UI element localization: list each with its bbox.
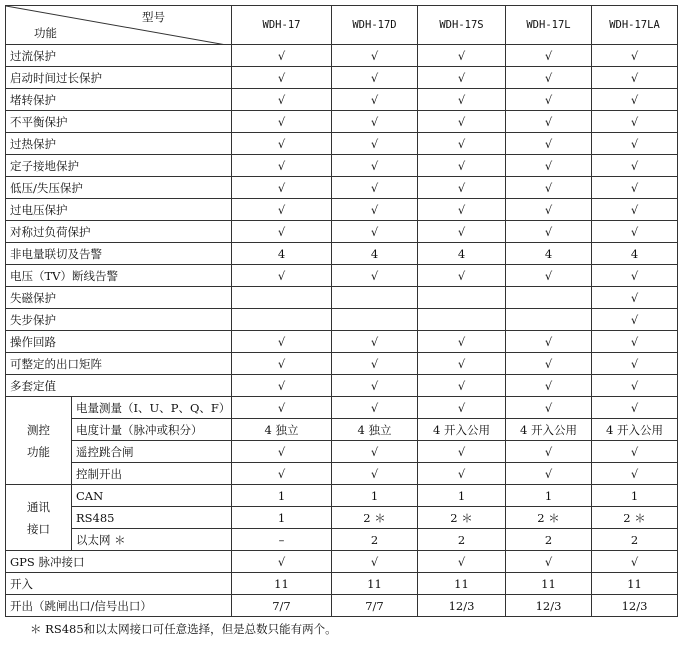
header-function-label: 功能 <box>34 26 57 40</box>
value-cell: 2 ＊ <box>506 507 592 529</box>
feature-row <box>6 353 678 375</box>
value-cell: 11 <box>506 573 592 595</box>
value-cell: √ <box>232 463 332 485</box>
header-model-label: 型号 <box>142 10 165 24</box>
value-cell: 12/3 <box>506 595 592 617</box>
group-feature-row <box>6 419 678 441</box>
group-label-line: 通讯 <box>27 499 50 514</box>
model-header: WDH-17S <box>418 6 506 45</box>
feature-row <box>6 375 678 397</box>
value-cell: 4 <box>418 243 506 265</box>
header-row <box>6 6 678 45</box>
value-cell: √ <box>592 199 678 221</box>
value-cell: √ <box>506 265 592 287</box>
value-cell: √ <box>232 155 332 177</box>
value-cell: 2 <box>592 529 678 551</box>
value-cell: √ <box>232 397 332 419</box>
feature-label: 定子接地保护 <box>6 155 232 177</box>
value-cell: 11 <box>592 573 678 595</box>
value-cell: √ <box>506 375 592 397</box>
value-cell: √ <box>592 463 678 485</box>
value-cell: √ <box>418 463 506 485</box>
value-cell: √ <box>506 397 592 419</box>
value-cell: 7/7 <box>332 595 418 617</box>
value-cell: √ <box>592 177 678 199</box>
value-cell: 11 <box>232 573 332 595</box>
sub-feature-label: 控制开出 <box>72 463 232 485</box>
value-cell: 2 <box>418 529 506 551</box>
feature-label: 电压（TV）断线告警 <box>6 265 232 287</box>
sub-feature-label: 遥控跳合闸 <box>72 441 232 463</box>
value-cell: √ <box>418 441 506 463</box>
feature-row <box>6 287 678 309</box>
value-cell <box>332 309 418 331</box>
feature-label: 过流保护 <box>6 45 232 67</box>
value-cell: √ <box>592 265 678 287</box>
value-cell: √ <box>506 177 592 199</box>
feature-row <box>6 221 678 243</box>
value-cell: 4 独立 <box>232 419 332 441</box>
value-cell: √ <box>506 67 592 89</box>
feature-label: 低压/失压保护 <box>6 177 232 199</box>
value-cell: √ <box>506 551 592 573</box>
value-cell: 7/7 <box>232 595 332 617</box>
value-cell: √ <box>418 133 506 155</box>
value-cell: √ <box>232 353 332 375</box>
value-cell: 2 ＊ <box>592 507 678 529</box>
value-cell: 12/3 <box>418 595 506 617</box>
feature-label: 过电压保护 <box>6 199 232 221</box>
sub-feature-label: 电度计量（脉冲或积分） <box>72 419 232 441</box>
value-cell: √ <box>418 551 506 573</box>
feature-row <box>6 331 678 353</box>
value-cell: √ <box>506 221 592 243</box>
value-cell: √ <box>332 177 418 199</box>
value-cell: √ <box>332 133 418 155</box>
value-cell: √ <box>592 221 678 243</box>
value-cell: √ <box>592 287 678 309</box>
sub-feature-label: 以太网 ＊ <box>72 529 232 551</box>
value-cell: √ <box>506 353 592 375</box>
value-cell: √ <box>592 111 678 133</box>
value-cell: √ <box>506 45 592 67</box>
value-cell: √ <box>418 89 506 111</box>
value-cell: √ <box>418 397 506 419</box>
value-cell: √ <box>332 199 418 221</box>
value-cell: √ <box>418 353 506 375</box>
value-cell: – <box>232 529 332 551</box>
value-cell: 1 <box>592 485 678 507</box>
feature-row <box>6 45 678 67</box>
value-cell: 2 <box>332 529 418 551</box>
value-cell: 11 <box>332 573 418 595</box>
value-cell: 1 <box>232 485 332 507</box>
feature-row <box>6 89 678 111</box>
value-cell: √ <box>506 199 592 221</box>
value-cell: 4 开入公用 <box>506 419 592 441</box>
value-cell: √ <box>592 155 678 177</box>
value-cell: √ <box>332 353 418 375</box>
value-cell: √ <box>592 67 678 89</box>
value-cell: √ <box>332 45 418 67</box>
value-cell: √ <box>332 221 418 243</box>
value-cell: √ <box>332 463 418 485</box>
value-cell <box>506 287 592 309</box>
feature-label: GPS 脉冲接口 <box>6 551 232 573</box>
value-cell: √ <box>418 177 506 199</box>
model-header: WDH-17D <box>332 6 418 45</box>
value-cell: √ <box>332 331 418 353</box>
model-header: WDH-17L <box>506 6 592 45</box>
value-cell: √ <box>592 45 678 67</box>
value-cell <box>232 309 332 331</box>
value-cell: √ <box>418 155 506 177</box>
value-cell: 4 独立 <box>332 419 418 441</box>
value-cell: 4 开入公用 <box>418 419 506 441</box>
feature-row <box>6 111 678 133</box>
feature-row <box>6 309 678 331</box>
spec-table <box>5 5 678 617</box>
model-header: WDH-17 <box>232 6 332 45</box>
feature-label: 非电量联切及告警 <box>6 243 232 265</box>
group-label <box>6 485 72 551</box>
footnote: ＊ RS485和以太网接口可任意选择，但是总数只能有两个。 <box>30 622 337 636</box>
feature-label: 不平衡保护 <box>6 111 232 133</box>
value-cell: 1 <box>232 507 332 529</box>
header-corner-cell <box>6 6 232 45</box>
feature-row <box>6 265 678 287</box>
feature-row <box>6 551 678 573</box>
value-cell: √ <box>232 221 332 243</box>
value-cell: 4 <box>232 243 332 265</box>
feature-label: 操作回路 <box>6 331 232 353</box>
value-cell: √ <box>232 45 332 67</box>
value-cell: √ <box>332 67 418 89</box>
group-feature-row <box>6 507 678 529</box>
value-cell: √ <box>332 155 418 177</box>
value-cell: √ <box>506 89 592 111</box>
value-cell: 11 <box>418 573 506 595</box>
value-cell: √ <box>232 133 332 155</box>
value-cell: √ <box>592 133 678 155</box>
value-cell <box>418 309 506 331</box>
group-feature-row <box>6 529 678 551</box>
value-cell: √ <box>232 177 332 199</box>
value-cell: 12/3 <box>592 595 678 617</box>
value-cell: 2 ＊ <box>332 507 418 529</box>
value-cell: √ <box>506 331 592 353</box>
group-label <box>6 397 72 485</box>
value-cell: 1 <box>506 485 592 507</box>
value-cell: √ <box>232 375 332 397</box>
value-cell: 2 <box>506 529 592 551</box>
value-cell: √ <box>592 441 678 463</box>
value-cell: √ <box>232 111 332 133</box>
value-cell: √ <box>332 111 418 133</box>
group-label-line: 功能 <box>27 444 50 459</box>
feature-label: 启动时间过长保护 <box>6 67 232 89</box>
feature-row <box>6 595 678 617</box>
value-cell: √ <box>418 45 506 67</box>
sub-feature-label: 电量测量（I、U、P、Q、F） <box>72 397 232 419</box>
value-cell: 4 <box>506 243 592 265</box>
value-cell: √ <box>418 67 506 89</box>
value-cell: √ <box>332 397 418 419</box>
value-cell: √ <box>592 331 678 353</box>
group-feature-row <box>6 397 678 419</box>
feature-label: 开出（跳闸出口/信号出口） <box>6 595 232 617</box>
value-cell: √ <box>592 89 678 111</box>
value-cell: √ <box>592 397 678 419</box>
value-cell: √ <box>232 551 332 573</box>
value-cell: √ <box>418 111 506 133</box>
value-cell: √ <box>592 375 678 397</box>
value-cell: √ <box>232 67 332 89</box>
feature-label: 可整定的出口矩阵 <box>6 353 232 375</box>
group-label-line: 接口 <box>27 521 50 536</box>
group-label-line: 测控 <box>27 422 50 437</box>
sub-feature-label: RS485 <box>72 507 232 529</box>
feature-row <box>6 67 678 89</box>
value-cell: √ <box>332 441 418 463</box>
value-cell: √ <box>506 441 592 463</box>
feature-row <box>6 177 678 199</box>
sub-feature-label: CAN <box>72 485 232 507</box>
feature-label: 对称过负荷保护 <box>6 221 232 243</box>
value-cell: √ <box>506 111 592 133</box>
value-cell: √ <box>232 265 332 287</box>
feature-label: 失磁保护 <box>6 287 232 309</box>
value-cell: √ <box>592 551 678 573</box>
value-cell: √ <box>506 463 592 485</box>
value-cell <box>506 309 592 331</box>
feature-row <box>6 133 678 155</box>
feature-row <box>6 573 678 595</box>
value-cell <box>418 287 506 309</box>
value-cell: √ <box>232 331 332 353</box>
feature-label: 失步保护 <box>6 309 232 331</box>
feature-label: 堵转保护 <box>6 89 232 111</box>
value-cell: 4 <box>592 243 678 265</box>
feature-row <box>6 199 678 221</box>
value-cell: √ <box>332 89 418 111</box>
value-cell: √ <box>506 155 592 177</box>
value-cell: √ <box>418 375 506 397</box>
group-feature-row <box>6 463 678 485</box>
group-feature-row <box>6 485 678 507</box>
feature-label: 开入 <box>6 573 232 595</box>
model-header: WDH-17LA <box>592 6 678 45</box>
value-cell: √ <box>332 265 418 287</box>
value-cell: 1 <box>418 485 506 507</box>
value-cell: √ <box>232 441 332 463</box>
group-feature-row <box>6 441 678 463</box>
feature-row <box>6 243 678 265</box>
value-cell: 4 开入公用 <box>592 419 678 441</box>
value-cell: √ <box>232 199 332 221</box>
feature-label: 过热保护 <box>6 133 232 155</box>
value-cell: √ <box>592 353 678 375</box>
feature-label: 多套定值 <box>6 375 232 397</box>
value-cell: 2 ＊ <box>418 507 506 529</box>
value-cell: √ <box>232 89 332 111</box>
value-cell: √ <box>418 331 506 353</box>
value-cell: √ <box>418 199 506 221</box>
value-cell: 1 <box>332 485 418 507</box>
value-cell: √ <box>418 221 506 243</box>
value-cell <box>332 287 418 309</box>
value-cell <box>232 287 332 309</box>
feature-row <box>6 155 678 177</box>
value-cell: √ <box>506 133 592 155</box>
value-cell: √ <box>332 551 418 573</box>
value-cell: 4 <box>332 243 418 265</box>
value-cell: √ <box>332 375 418 397</box>
value-cell: √ <box>592 309 678 331</box>
value-cell: √ <box>418 265 506 287</box>
